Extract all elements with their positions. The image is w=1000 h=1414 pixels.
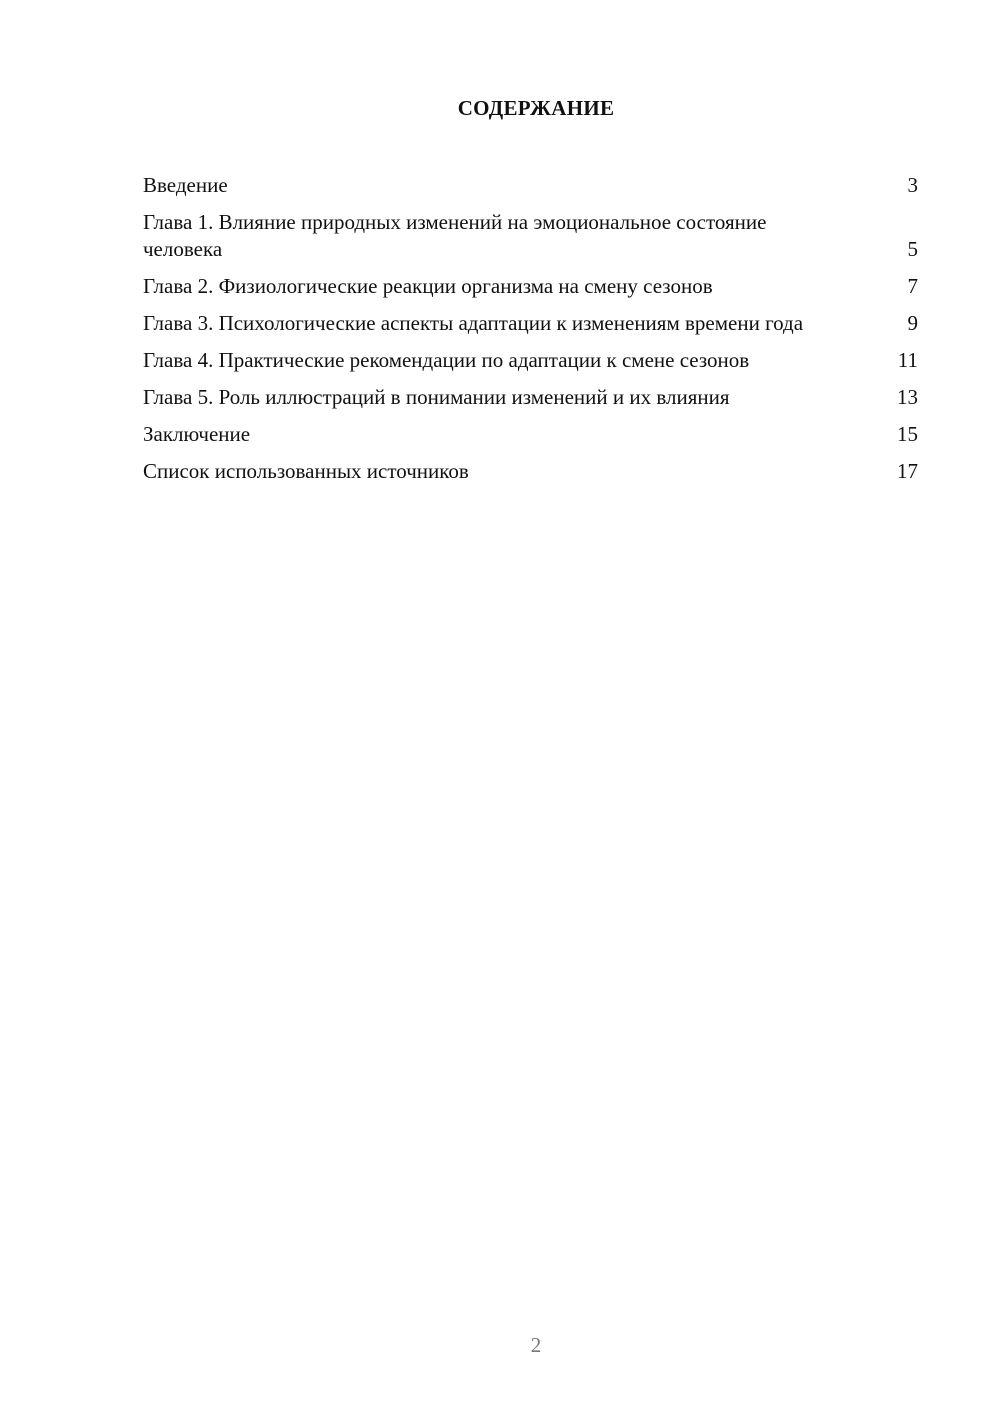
toc-entry-chapter-2 — [143, 273, 918, 300]
toc-entry-page: 11 — [897, 348, 918, 372]
toc-entry-page: 3 — [907, 173, 918, 197]
toc-entry-page: 7 — [907, 274, 918, 298]
toc-entry-page: 5 — [907, 237, 918, 261]
toc-entry-title: Введение — [143, 173, 228, 197]
page-title: СОДЕРЖАНИЕ — [457, 96, 615, 120]
page-number: 2 — [530, 1333, 542, 1357]
toc-entry-title: Глава 2. Физиологические реакции организма на смену сезонов — [143, 274, 713, 298]
toc-entry-page: 17 — [897, 459, 918, 483]
toc-entry-chapter-3 — [143, 310, 918, 337]
toc-entry-page: 9 — [907, 311, 918, 335]
toc-entry-title: Глава 4. Практические рекомендации по адаптации к смене сезонов — [143, 348, 750, 372]
toc-entry-page: 13 — [897, 385, 918, 409]
toc-entry-references — [143, 458, 918, 485]
toc-entry-title: Список использованных источников — [143, 459, 469, 483]
toc-entry-page: 15 — [897, 422, 918, 446]
toc-entry-title: Заключение — [143, 422, 251, 446]
toc-entry-introduction — [143, 172, 918, 199]
toc-entry-chapter-1 — [143, 209, 918, 263]
toc-entry-chapter-4 — [143, 347, 918, 374]
toc-entry-conclusion — [143, 421, 918, 448]
table-of-contents — [143, 172, 918, 495]
toc-entry-chapter-5 — [143, 384, 918, 411]
toc-entry-title: Глава 5. Роль иллюстраций в понимании изменений и их влияния — [143, 385, 730, 409]
toc-entry-title: Глава 3. Психологические аспекты адаптации к изменениям времени года — [143, 311, 804, 335]
toc-entry-title: Глава 1. Влияние природных изменений на эмоциональное состояние человека — [143, 210, 767, 261]
